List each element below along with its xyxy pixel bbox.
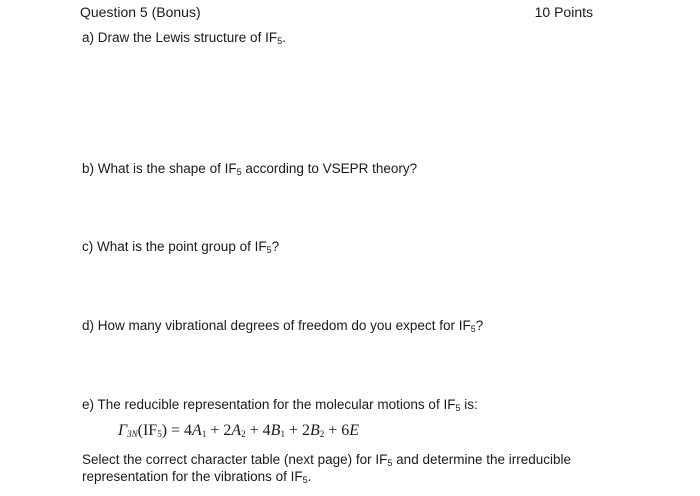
subscript: 5 <box>277 36 283 46</box>
instruction-text: representation for the vibrations of IF <box>82 469 303 484</box>
term-symbol: A <box>231 422 242 439</box>
term-coefficient: 6 <box>341 422 350 439</box>
subscript: 5 <box>455 403 461 413</box>
question-d <box>82 318 483 334</box>
gamma-symbol: Γ <box>118 422 128 439</box>
question-c-text: c) What is the point group of IF <box>82 239 267 254</box>
gamma-subscript: 3N <box>127 429 138 439</box>
question-a-text: a) Draw the Lewis structure of IF <box>82 30 278 45</box>
term-subscript: 2 <box>241 429 246 439</box>
molecule-subscript: 5 <box>157 429 162 439</box>
plus-operator: + <box>284 422 302 439</box>
question-e <box>82 397 478 413</box>
term-symbol: E <box>349 422 360 439</box>
question-d-text-end: ? <box>475 318 484 333</box>
instruction-text-end: . <box>307 469 312 484</box>
term-symbol: A <box>192 422 202 439</box>
question-e-text: e) The reducible representation for the molecular motions of IF <box>82 397 456 412</box>
question-title: Question 5 (Bonus) <box>80 4 201 20</box>
instruction-line-2 <box>82 469 311 485</box>
question-d-text: d) How many vibrational degrees of freedom do you expect for IF <box>82 318 471 333</box>
instruction-line-1 <box>82 452 571 468</box>
term-subscript: 2 <box>319 429 325 439</box>
equation-term <box>223 422 262 439</box>
question-c-text-end: ? <box>271 239 280 254</box>
instruction-text-end: and determine the irreducible <box>392 452 572 467</box>
term-subscript: 1 <box>201 429 207 439</box>
points-label: 10 Points <box>534 4 593 20</box>
equation-terms <box>184 422 359 439</box>
question-a-text-end: . <box>282 30 286 45</box>
equation-term <box>302 422 341 439</box>
plus-operator: + <box>245 422 263 439</box>
subscript: 5 <box>387 458 393 468</box>
term-coefficient: 2 <box>301 422 310 439</box>
plus-operator: + <box>324 422 342 439</box>
reducible-representation-equation <box>118 423 359 439</box>
instruction-text: Select the correct character table (next page) for IF <box>82 452 388 467</box>
question-b-text: b) What is the shape of IF <box>82 161 237 176</box>
term-coefficient: 4 <box>184 422 193 439</box>
equation-term <box>263 422 302 439</box>
subscript: 5 <box>302 475 308 485</box>
question-a <box>82 30 286 46</box>
question-b-text-end: according to VSEPR theory? <box>241 161 418 176</box>
equation-term <box>341 422 359 439</box>
term-subscript: 1 <box>280 429 285 439</box>
question-c <box>82 239 279 255</box>
term-coefficient: 4 <box>262 422 271 439</box>
term-coefficient: 2 <box>223 422 232 439</box>
molecule-open: (IF <box>137 422 158 439</box>
molecule-close: ) <box>161 422 168 439</box>
question-e-text-end: is: <box>460 397 478 412</box>
term-symbol: B <box>309 422 320 439</box>
question-b <box>82 161 417 177</box>
equation-term <box>184 422 223 439</box>
plus-operator: + <box>206 422 224 439</box>
subscript: 5 <box>470 324 476 334</box>
equals-sign: = <box>167 422 185 439</box>
subscript: 5 <box>236 167 242 177</box>
term-symbol: B <box>270 422 281 439</box>
subscript: 5 <box>266 245 272 255</box>
